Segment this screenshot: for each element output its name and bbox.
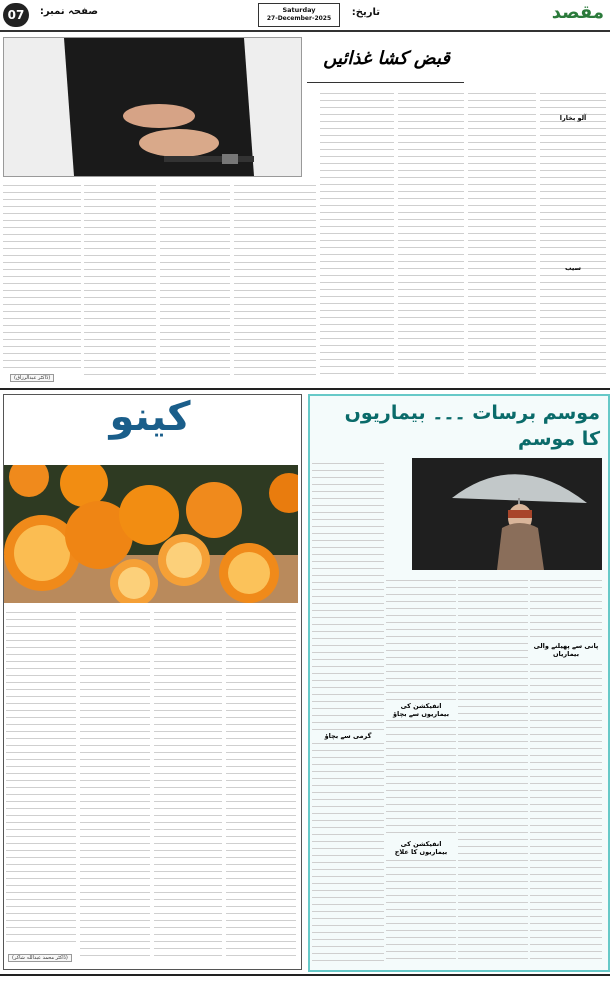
section-rule	[0, 388, 610, 390]
top-column-2	[468, 88, 536, 380]
page-number: 07	[7, 8, 25, 22]
top-column-3	[398, 88, 464, 380]
paper-name: مقصد	[551, 2, 604, 23]
top-headline: قبض کشا غذائیں	[323, 48, 450, 69]
rain-column-1	[530, 575, 602, 963]
date-box	[258, 3, 340, 27]
umbrella-woman-illustration	[412, 458, 602, 570]
top-column-7	[84, 180, 156, 380]
subhead-heat-prevention: گرمی سے بچاؤ	[312, 730, 384, 742]
top-column-5	[234, 180, 316, 380]
page-label: صفحہ نمبر:	[39, 6, 98, 17]
bottom-rule	[0, 974, 610, 976]
top-column-1	[540, 88, 606, 380]
kinu-column-3	[80, 607, 150, 962]
top-column-8	[3, 180, 81, 370]
day-text: Saturday	[282, 6, 316, 14]
oranges-illustration	[4, 465, 298, 603]
subhead-water-diseases: پانی سے پھیلنے والی بیماریاں	[530, 640, 602, 660]
umbrella-woman-photo	[412, 458, 602, 570]
rain-column-2	[458, 575, 528, 963]
rain-column-4	[312, 458, 384, 963]
date-text: 27-December-2025	[266, 15, 332, 22]
date-label: تاریخ:	[351, 7, 380, 18]
kinu-column-4	[6, 607, 76, 947]
kinu-credit: (ڈاکٹر محمد عبداللہ شاکر)	[8, 954, 72, 962]
masthead	[0, 0, 610, 30]
headline-rule	[307, 82, 464, 83]
subhead-infection-prevention: انفیکشن کی بیماریوں سے بچاؤ	[386, 700, 456, 720]
kinu-column-1	[226, 607, 296, 962]
rain-column-3	[386, 575, 456, 963]
kinu-headline: کینو	[109, 394, 191, 440]
subhead-infection-treatment: انفیکشن کی بیماریوں کا علاج	[386, 838, 456, 858]
subhead-saib: سیب	[565, 264, 581, 272]
kinu-column-2	[154, 607, 222, 962]
top-column-4	[320, 88, 394, 380]
top-credit: (ڈاکٹر عبدالرزاق)	[10, 374, 54, 382]
page-number-badge-icon	[3, 3, 29, 27]
stomach-pain-photo	[3, 37, 302, 177]
top-column-6	[160, 180, 230, 380]
rain-headline: موسم برسات ۔۔۔ بیماریوں کا موسم	[344, 402, 600, 450]
oranges-photo	[4, 465, 298, 603]
masthead-rule	[0, 30, 610, 32]
subhead-aloo-bukhara: آلو بخارا	[559, 114, 587, 122]
man-holding-stomach-illustration	[4, 38, 301, 176]
